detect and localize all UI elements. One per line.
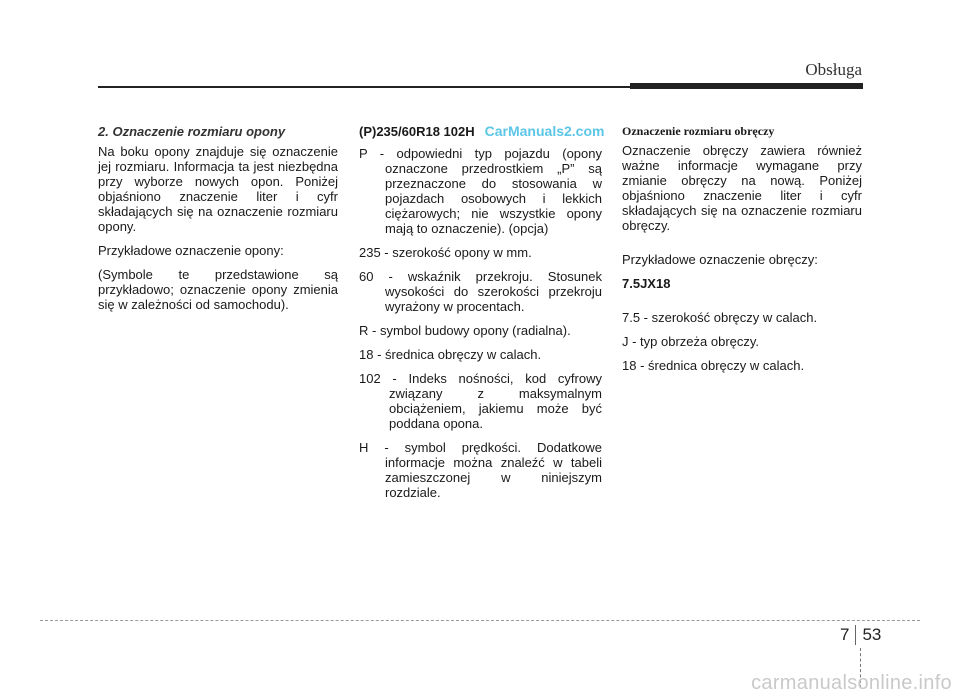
middle-column bbox=[359, 123, 605, 509]
rim-code: 7.5JX18 bbox=[622, 276, 671, 291]
site-watermark: carmanualsonline.info bbox=[751, 672, 952, 694]
tire-size-heading: 2. Oznaczenie rozmiaru opony bbox=[98, 124, 286, 139]
left-paragraph-1: Na boku opony znajduje się oznaczenie jej rozmiaru. Informacja ta jest niezbędna przy wyborze nowych opon. Poniżej objaśniono znaczenie liter i cyfr składających się na oznaczenie rozmiaru opony. bbox=[98, 144, 338, 234]
watermark-inline: CarManuals2.com bbox=[484, 123, 605, 139]
chapter-number: 7 bbox=[840, 625, 856, 645]
left-paragraph-3: (Symbole te przedstawione są przykładowo; oznaczenie opony zmienia się w zależności od samochodu). bbox=[98, 267, 338, 312]
rim-paragraph: Oznaczenie obręczy zawiera również ważne informacje wymagane przy zmianie obręczy na nową. Poniżej objaśniono znaczenie liter i cyfr składających się na oznaczenie rozmiaru obręczy. bbox=[622, 143, 862, 233]
list-item: H - symbol prędkości. Dodatkowe informacje można znaleźć w tabeli zamieszczonej w niniejszym rozdziale. bbox=[359, 440, 602, 500]
rim-example-label: Przykładowe oznaczenie obręczy: bbox=[622, 252, 818, 267]
page-number-value: 53 bbox=[862, 625, 882, 644]
header-tab-bar bbox=[630, 83, 863, 89]
list-item: 235 - szerokość opony w mm. bbox=[359, 245, 532, 260]
rim-size-heading: Oznaczenie rozmiaru obręczy bbox=[622, 124, 775, 138]
tire-code-line bbox=[359, 123, 605, 139]
list-item: 18 - średnica obręczy w calach. bbox=[359, 347, 542, 362]
left-paragraph-2: Przykładowe oznaczenie opony: bbox=[98, 243, 284, 258]
left-column bbox=[98, 124, 338, 321]
list-item: 102 - Indeks nośności, kod cyfrowy związany z maksymalnym obciążeniem, jakiemu może być poddana opona. bbox=[359, 371, 602, 431]
list-item: R - symbol budowy opony (radialna). bbox=[359, 323, 571, 338]
right-column bbox=[622, 124, 862, 382]
footer-rule bbox=[40, 620, 920, 621]
section-title: Obsługa bbox=[805, 60, 862, 79]
list-item: P - odpowiedni typ pojazdu (opony oznaczone przedrostkiem „P” są przeznaczone do stosowania w pojazdach osobowych i lekkich ciężarowych; nie wszystkie opony mają to oznaczenie). (opcja) bbox=[359, 146, 602, 236]
page-number bbox=[840, 625, 881, 645]
list-item: 60 - wskaźnik przekroju. Stosunek wysokości do szerokości przekroju wyrażony w procentach. bbox=[359, 269, 602, 314]
list-item: J - typ obrzeża obręczy. bbox=[622, 334, 760, 349]
tire-code: (P)235/60R18 102H bbox=[359, 124, 475, 139]
list-item: 18 - średnica obręczy w calach. bbox=[622, 358, 805, 373]
list-item: 7.5 - szerokość obręczy w calach. bbox=[622, 310, 818, 325]
